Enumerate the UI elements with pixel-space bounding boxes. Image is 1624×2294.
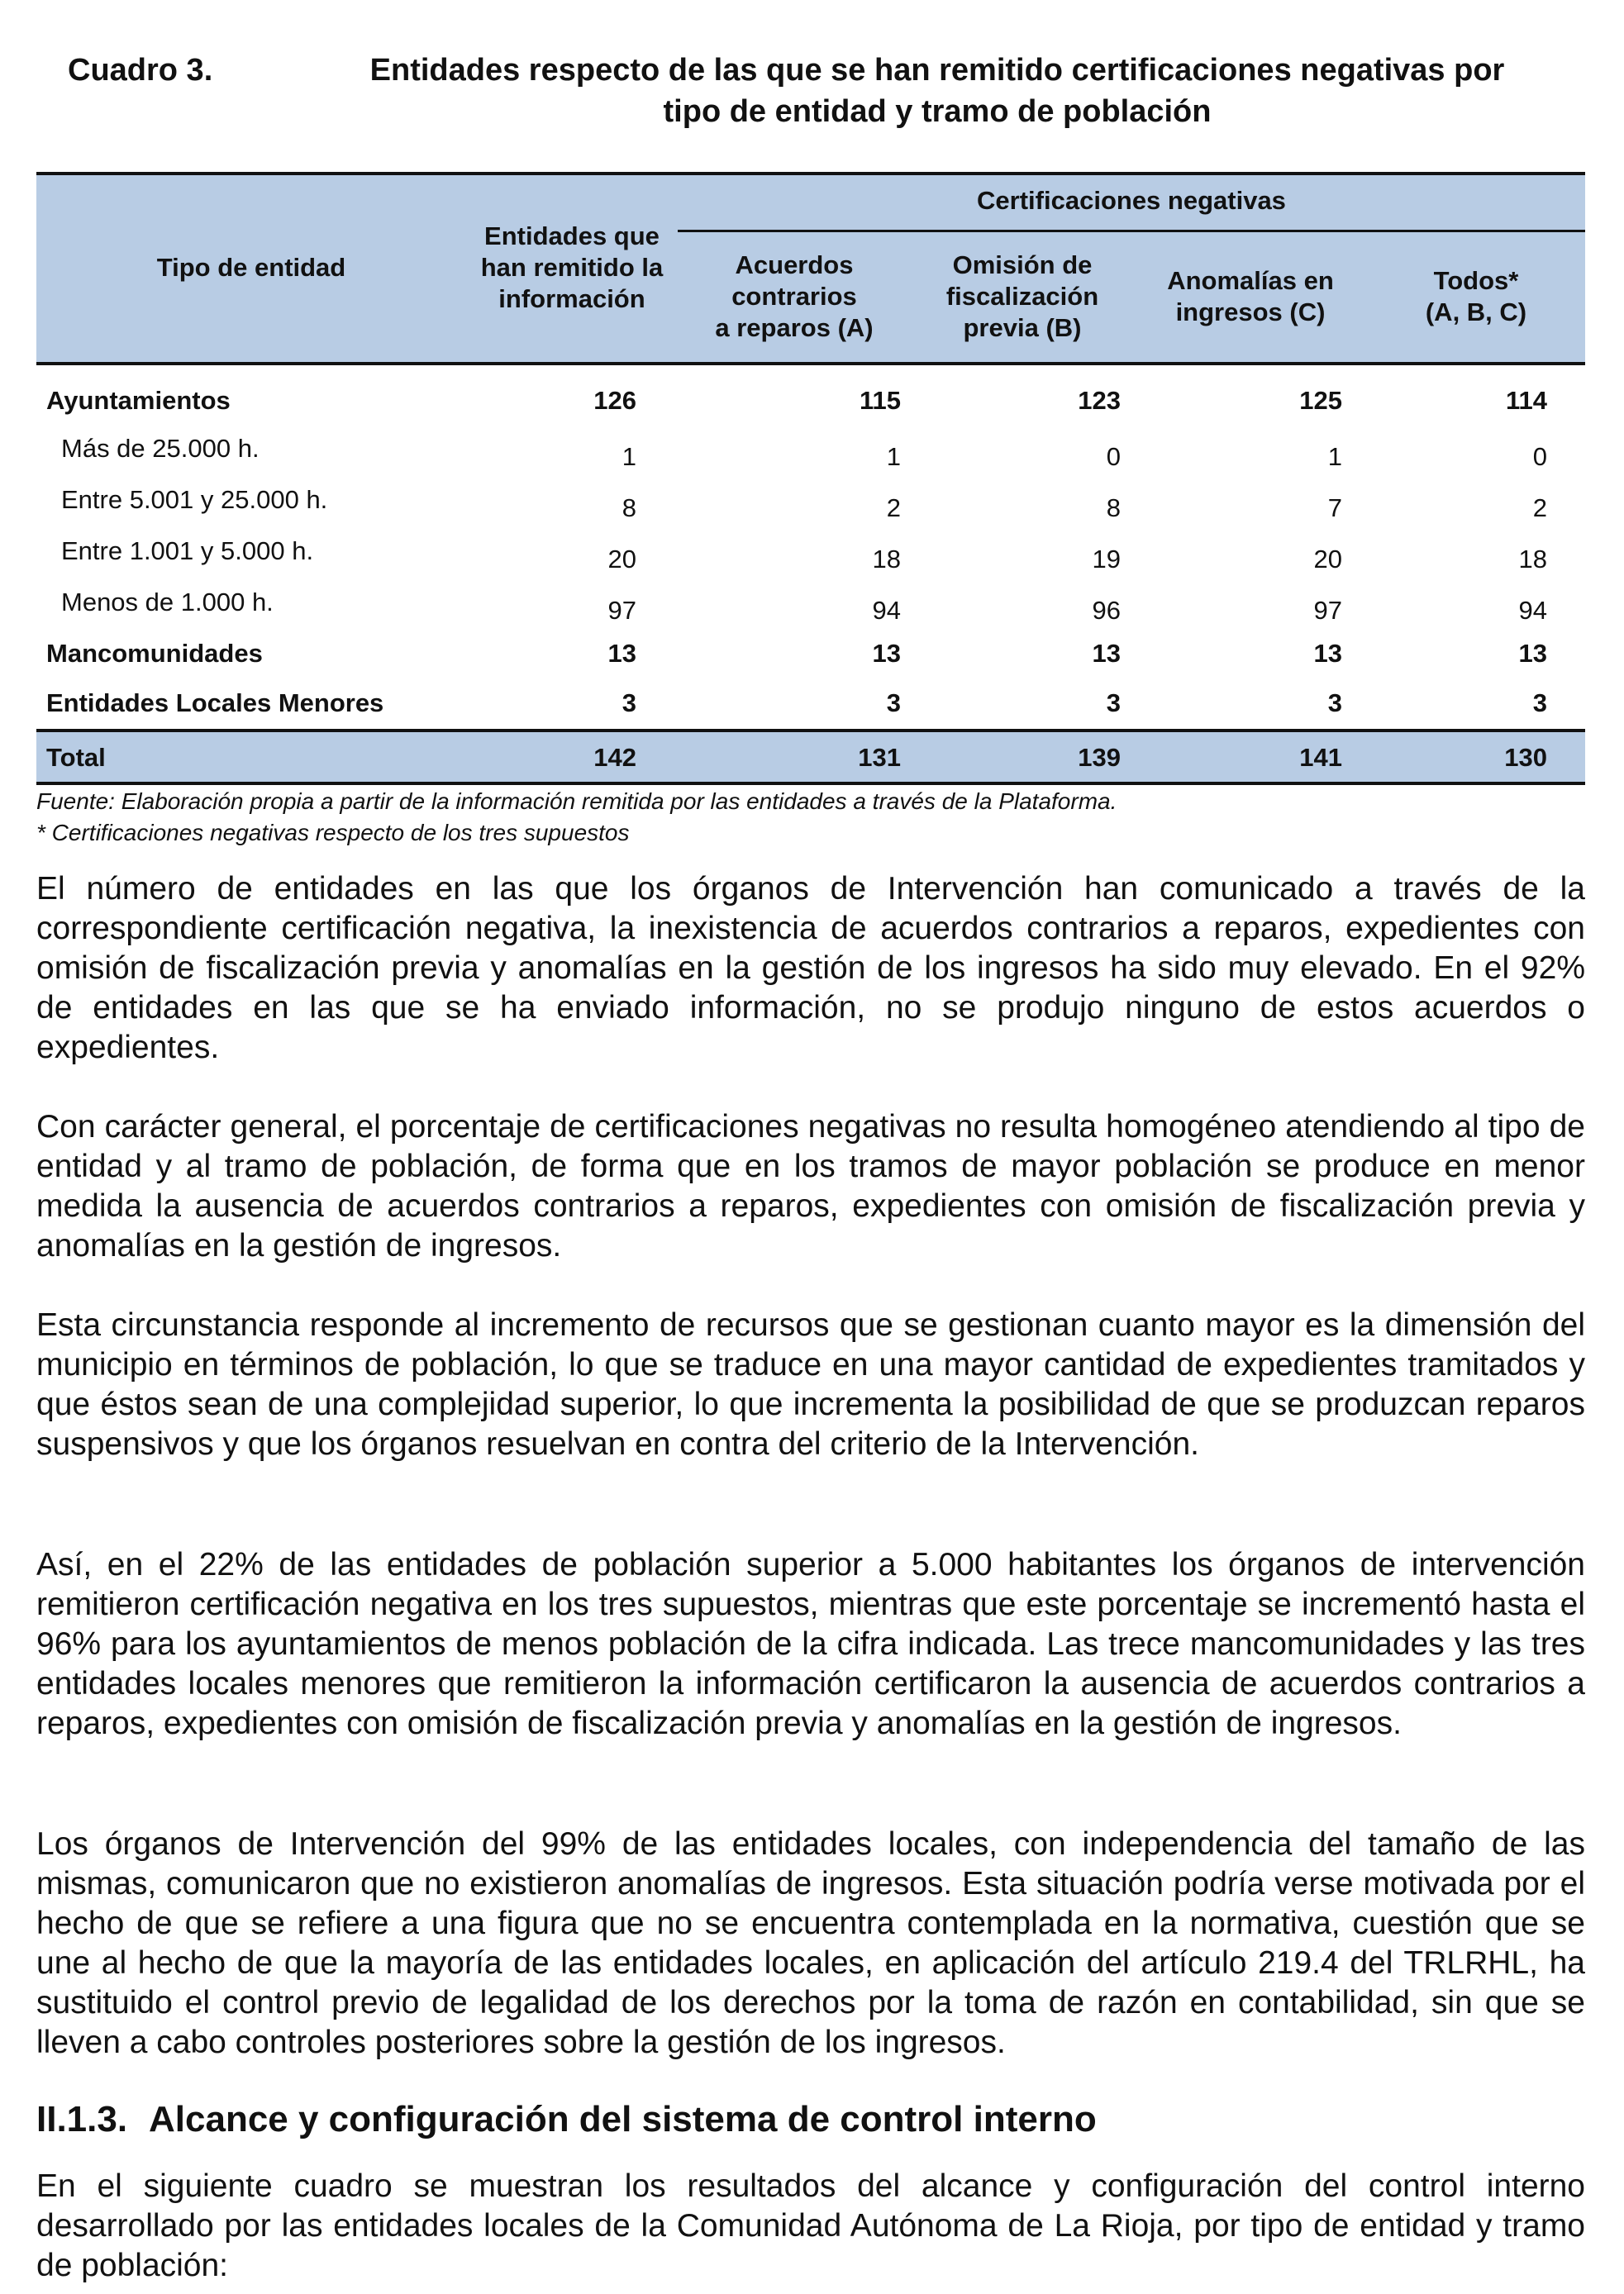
header-group-certificaciones: Certificaciones negativas xyxy=(977,186,1286,215)
table-row: Mancomunidades 13 13 13 13 13 xyxy=(46,639,1547,668)
paragraph-4: Así, en el 22% de las entidades de población superior a 5.000 habitantes los órganos de intervención remitieron certificación negativa en los tres supuestos, mientras que este porcentaje se incrementó hasta el 96% para los ayuntamientos de menos población de la cifra indicada. Las trece mancomunidades y las tres entidades locales menores que remitieron la información certificaron la ausencia de acuerdos contrarios a reparos, expedientes con omisión de fiscalización previa y anomalías en la gestión de ingresos. xyxy=(36,1547,1585,1741)
caption-title-line-2: tipo de entidad y tramo de población xyxy=(663,94,1212,129)
section-number: II.1.3. xyxy=(36,2099,128,2139)
paragraph-3: Esta circunstancia responde al incremento de recursos que se gestionan cuanto mayor es la dimensión del municipio en términos de población, lo que se traduce en una mayor cantidad de expedientes tramitados y que éstos sean de una complejidad superior, lo que incrementa la posibilidad de que se produzcan reparos suspensivos y que los órganos resuelvan en contra del criterio de la Intervención. xyxy=(36,1307,1585,1462)
header-entidades-remitido: Entidades que han remitido la información xyxy=(480,221,664,313)
total-top-rule xyxy=(36,729,1585,732)
table-row: Más de 25.000 h. 1 1 0 1 0 xyxy=(61,434,1547,471)
paragraph-2: Con carácter general, el porcentaje de certificaciones negativas no resulta homogéneo atendiendo al tipo de entidad y al tramo de población, de forma que en los tramos de mayor población se produce en menor medida la ausencia de acuerdos contrarios a reparos, expedientes con omisión de fiscalización previa y anomalías en la gestión de ingresos. xyxy=(36,1109,1585,1264)
caption-label: Cuadro 3. xyxy=(68,53,213,88)
paragraph-5: Los órganos de Intervención del 99% de las entidades locales, con independencia del tamaño de las mismas, comunicaron que no existieron anomalías de ingresos. Esta situación podría verse motivada por el hecho de que se refiere a una figura que no se encuentra contemplada en la normativa, cuestión que se une al hecho de que la mayoría de las entidades locales, en aplicación del artículo 219.4 del TRLRHL, ha sustituido el control previo de legalidad de los derechos por la toma de razón en contabilidad, sin que se lleven a cabo controles posteriores sobre la gestión de los ingresos. xyxy=(36,1826,1585,2060)
section-title: Alcance y configuración del sistema de control interno xyxy=(149,2099,1097,2139)
table-row: Entidades Locales Menores 3 3 3 3 3 xyxy=(46,688,1547,717)
paragraph-1: El número de entidades en las que los órganos de Intervención han comunicado a través de la correspondiente certificación negativa, la inexistencia de acuerdos contrarios a reparos, expedientes con omisión de fiscalización previa y anomalías en la gestión de los ingresos ha sido muy elevado. En el 92% de entidades en las que se ha enviado información, no se produjo ninguno de estos acuerdos o expedientes. xyxy=(36,871,1585,1065)
table-row: Entre 5.001 y 25.000 h. 8 2 8 7 2 xyxy=(61,485,1547,522)
table-total-row: Total 142 131 139 141 130 xyxy=(46,743,1547,772)
table-row: Menos de 1.000 h. 97 94 96 97 94 xyxy=(61,588,1547,625)
table-bottom-rule xyxy=(36,782,1585,785)
final-paragraph: En el siguiente cuadro se muestran los resultados del alcance y configuración del control interno desarrollado por las entidades locales de la Comunidad Autónoma de La Rioja, por tipo de entidad y tramo de población: xyxy=(36,2168,1585,2283)
header-tipo-entidad: Tipo de entidad xyxy=(156,253,346,282)
caption-title xyxy=(293,50,1582,132)
caption-title-line-1: Entidades respecto de las que se han remitido certificaciones negativas por xyxy=(369,53,1505,88)
header-anomalias-c: Anomalías en ingresos (C) xyxy=(1167,266,1334,326)
header-todos: Todos* (A, B, C) xyxy=(1425,266,1527,326)
certifications-table xyxy=(36,172,1585,783)
header-omision-b: Omisión de fiscalización previa (B) xyxy=(945,250,1099,342)
asterisk-note: * Certificaciones negativas respecto de los tres supuestos xyxy=(36,820,630,845)
header-acuerdos-a: Acuerdos contrarios a reparos (A) xyxy=(715,250,874,342)
table-row: Ayuntamientos 126 115 123 125 114 xyxy=(46,386,1547,415)
table-row: Entre 1.001 y 5.000 h. 20 18 19 20 18 xyxy=(61,536,1547,574)
source-note: Fuente: Elaboración propia a partir de la información remitida por las entidades a través de la Plataforma. xyxy=(36,788,1117,814)
